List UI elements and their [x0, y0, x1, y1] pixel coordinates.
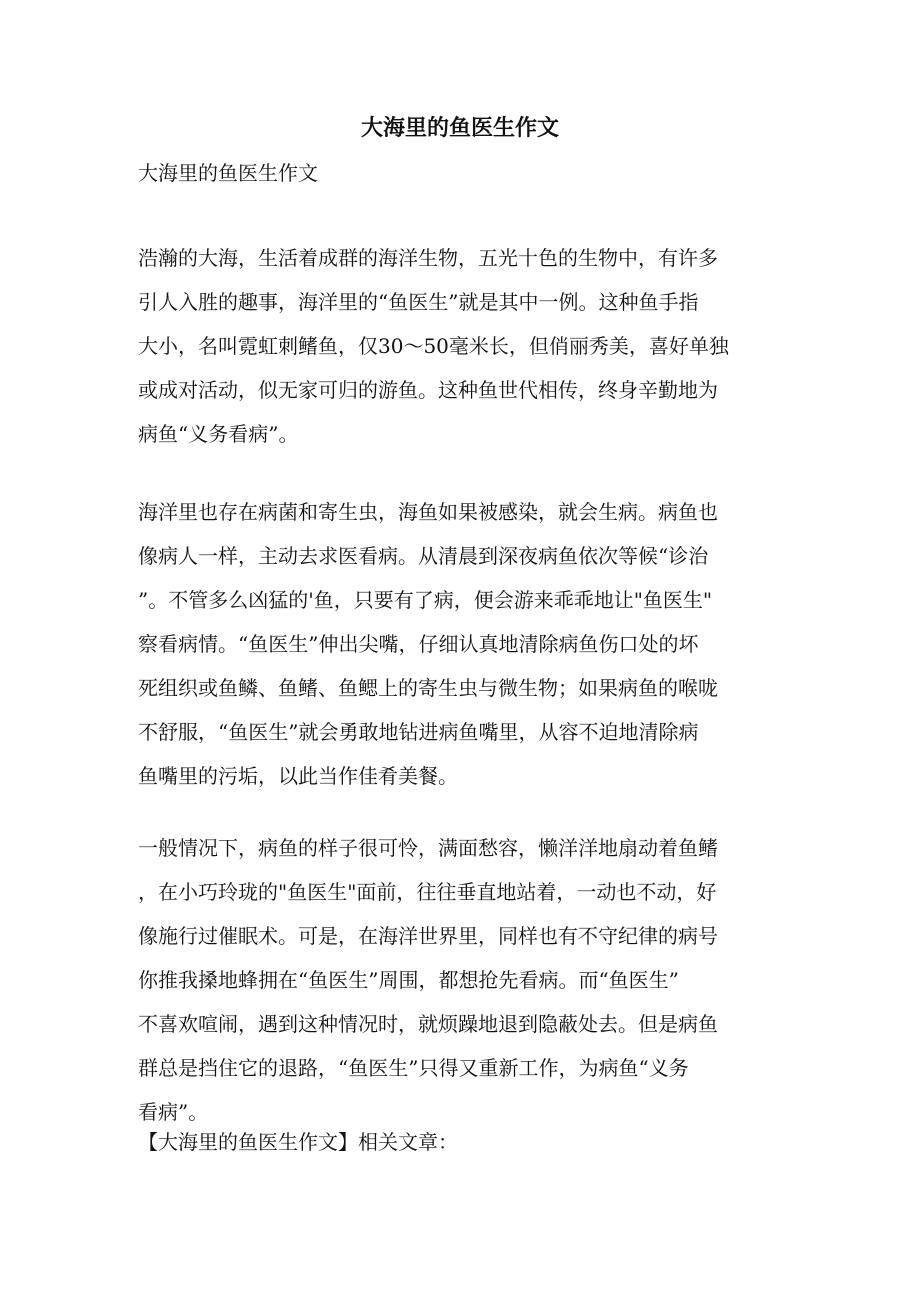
paragraph-line: 不喜欢喧闹，遇到这种情况时，就烦躁地退到隐蔽处去。但是病鱼 — [138, 1012, 718, 1036]
paragraph-line: 鱼嘴里的污垢，以此当作佳肴美餐。 — [138, 764, 458, 788]
paragraph-line: 浩瀚的大海，生活着成群的海洋生物，五光十色的生物中，有许多 — [138, 246, 718, 270]
paragraph-line: 引人入胜的趣事，海洋里的“鱼医生”就是其中一例。这种鱼手指 — [138, 290, 699, 314]
paragraph-line: 察看病情。“鱼医生”伸出尖嘴，仔细认真地清除病鱼伤口处的坏 — [138, 632, 699, 656]
paragraph-line: 看病”。 — [138, 1100, 209, 1124]
paragraph-line: ，在小巧玲珑的"鱼医生"面前，往往垂直地站着，一动也不动，好 — [138, 880, 717, 904]
document-title: 大海里的鱼医生作文 — [360, 115, 559, 141]
paragraph-2 — [138, 490, 778, 798]
paragraph-line: 像施行过催眠术。可是，在海洋世界里，同样也有不守纪律的病号 — [138, 924, 718, 948]
paragraph-line: 大小，名叫霓虹刺鳍鱼，仅30～50毫米长，但俏丽秀美，喜好单独 — [138, 334, 729, 358]
paragraph-line: 病鱼“义务看病”。 — [138, 422, 299, 446]
document-subtitle: 大海里的鱼医生作文 — [138, 161, 318, 185]
paragraph-1 — [138, 236, 778, 456]
paragraph-line: 你推我搡地蜂拥在“鱼医生”周围，都想抢先看病。而“鱼医生” — [138, 968, 679, 992]
paragraph-line: 一般情况下，病鱼的样子很可怜，满面愁容，懒洋洋地扇动着鱼鳍 — [138, 836, 718, 860]
paragraph-line: 像病人一样，主动去求医看病。从清晨到深夜病鱼依次等候“诊治 — [138, 544, 709, 568]
paragraph-line: 或成对活动，似无家可归的游鱼。这种鱼世代相传，终身辛勤地为 — [138, 378, 718, 402]
paragraph-line: 群总是挡住它的退路，“鱼医生”只得又重新工作，为病鱼“义务 — [138, 1056, 689, 1080]
paragraph-line: ”。不管多么凶猛的'鱼，只要有了病，便会游来乖乖地让"鱼医生" — [138, 588, 713, 612]
paragraph-line: 死组织或鱼鳞、鱼鳍、鱼鳃上的寄生虫与微生物；如果病鱼的喉咙 — [138, 676, 718, 700]
paragraph-line: 海洋里也存在病菌和寄生虫，海鱼如果被感染，就会生病。病鱼也 — [138, 500, 718, 524]
paragraph-line: 不舒服，“鱼医生”就会勇敢地钻进病鱼嘴里，从容不迫地清除病 — [138, 720, 699, 744]
related-articles-heading: 【大海里的鱼医生作文】相关文章： — [138, 1130, 458, 1154]
paragraph-3 — [138, 826, 778, 1134]
